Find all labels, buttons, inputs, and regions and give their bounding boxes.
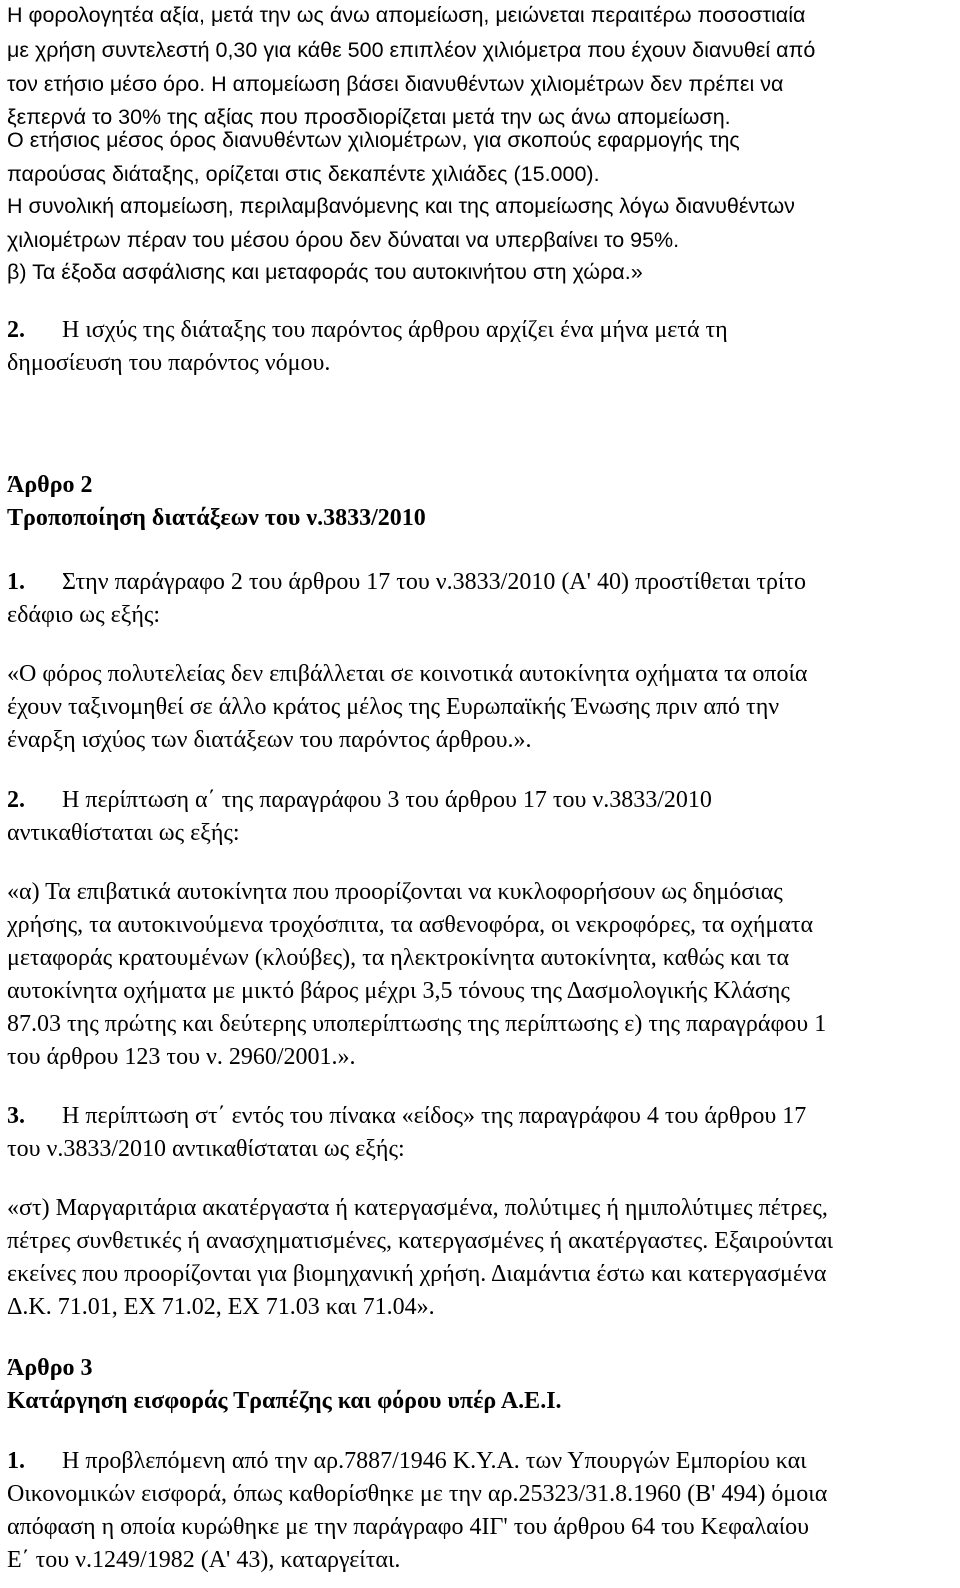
paragraph-number: 2. bbox=[7, 787, 25, 813]
article-subheading: Κατάργηση εισφοράς Τραπέζης και φόρου υπέρ Α.Ε.Ι. bbox=[7, 1388, 562, 1414]
text-line: τον ετήσιο μέσο όρο. Η απομείωση βάσει διανυθέντων χιλιομέτρων δεν πρέπει να bbox=[7, 72, 784, 96]
text-line: Ο ετήσιος μέσος όρος διανυθέντων χιλιομέτρων, για σκοπούς εφαρμογής της bbox=[7, 128, 740, 152]
text-line: β) Τα έξοδα ασφάλισης και μεταφοράς του αυτοκινήτου στη χώρα.» bbox=[7, 260, 643, 284]
quote-line: «α) Τα επιβατικά αυτοκίνητα που προορίζονται να κυκλοφορήσουν ως δημόσιας bbox=[7, 879, 783, 905]
paragraph-line bbox=[7, 1449, 807, 1473]
paragraph-line bbox=[7, 570, 806, 594]
paragraph-line: Ε΄ του ν.1249/1982 (Α' 43), καταργείται. bbox=[7, 1547, 401, 1573]
quote-line: χρήσης, τα αυτοκινούμενα τροχόσπιτα, τα ασθενοφόρα, οι νεκροφόρες, τα οχήματα bbox=[7, 912, 814, 938]
quote-line: 87.03 της πρώτης και δεύτερης υποπερίπτωσης της περίπτωσης ε) της παραγράφου 1 bbox=[7, 1011, 827, 1037]
quote-line: «στ) Μαργαριτάρια ακατέργαστα ή κατεργασμένα, πολύτιμες ή ημιπολύτιμες πέτρες, bbox=[7, 1195, 828, 1221]
quote-line: του άρθρου 123 του ν. 2960/2001.». bbox=[7, 1044, 356, 1070]
text-line: Η συνολική απομείωση, περιλαμβανόμενης και της απομείωσης λόγω διανυθέντων bbox=[7, 194, 795, 218]
paragraph-line: Οικονομικών εισφορά, όπως καθορίσθηκε με την αρ.25323/31.8.1960 (Β' 494) όμοια bbox=[7, 1481, 828, 1507]
article-heading: Άρθρο 3 bbox=[7, 1355, 93, 1381]
paragraph-line: δημοσίευση του παρόντος νόμου. bbox=[7, 350, 331, 376]
quote-line: έναρξη ισχύος των διατάξεων του παρόντος άρθρου.». bbox=[7, 727, 532, 753]
quote-line: μεταφοράς κρατουμένων (κλούβες), τα ηλεκτροκίνητα αυτοκίνητα, καθώς και τα bbox=[7, 945, 790, 971]
paragraph-text: Η ισχύς της διάταξης του παρόντος άρθρου αρχίζει ένα μήνα μετά τη bbox=[62, 317, 728, 343]
text-line: παρούσας διάταξης, ορίζεται στις δεκαπέντε χιλιάδες (15.000). bbox=[7, 162, 600, 186]
paragraph-line: απόφαση η οποία κυρώθηκε με την παράγραφο 4ΙΓ' του άρθρου 64 του Κεφαλαίου bbox=[7, 1514, 810, 1540]
article-subheading: Τροποποίηση διατάξεων του ν.3833/2010 bbox=[7, 505, 426, 531]
article-heading: Άρθρο 2 bbox=[7, 472, 93, 498]
quote-line: εκείνες που προορίζονται για βιομηχανική χρήση. Διαμάντια έστω και κατεργασμένα bbox=[7, 1261, 827, 1287]
text-line: ξεπερνά το 30% της αξίας που προσδιορίζεται μετά την ως άνω απομείωση. bbox=[7, 105, 731, 129]
quote-line: έχουν ταξινομηθεί σε άλλο κράτος μέλος της Ευρωπαϊκής Ένωσης πριν από την bbox=[7, 694, 780, 720]
paragraph-line: εδάφιο ως εξής: bbox=[7, 602, 161, 628]
quote-line: «Ο φόρος πολυτελείας δεν επιβάλλεται σε κοινοτικά αυτοκίνητα οχήματα τα οποία bbox=[7, 661, 808, 687]
paragraph-text: Η προβλεπόμενη από την αρ.7887/1946 Κ.Υ.Α. των Υπουργών Εμπορίου και bbox=[62, 1448, 807, 1474]
text-line: Η φορολογητέα αξία, μετά την ως άνω απομείωση, μειώνεται περαιτέρω ποσοστιαία bbox=[7, 3, 806, 27]
paragraph-number: 2. bbox=[7, 317, 25, 343]
paragraph-number: 3. bbox=[7, 1103, 25, 1129]
quote-line: πέτρες συνθετικές ή ανασχηματισμένες, κατεργασμένες ή ακατέργαστες. Εξαιρούνται bbox=[7, 1228, 834, 1254]
text-line: με χρήση συντελεστή 0,30 για κάθε 500 επιπλέον χιλιόμετρα που έχουν διανυθεί από bbox=[7, 38, 816, 62]
paragraph-text: Η περίπτωση α΄ της παραγράφου 3 του άρθρου 17 του ν.3833/2010 bbox=[62, 787, 712, 813]
quote-line: Δ.Κ. 71.01, ΕΧ 71.02, ΕΧ 71.03 και 71.04». bbox=[7, 1294, 435, 1320]
paragraph-text: Η περίπτωση στ΄ εντός του πίνακα «είδος» της παραγράφου 4 του άρθρου 17 bbox=[62, 1103, 807, 1129]
paragraph-line bbox=[7, 1104, 806, 1128]
text-line: χιλιομέτρων πέραν του μέσου όρου δεν δύναται να υπερβαίνει το 95%. bbox=[7, 228, 680, 252]
paragraph-line bbox=[7, 788, 712, 812]
quote-line: αυτοκίνητα οχήματα με μικτό βάρος μέχρι 3,5 τόνους της Δασμολογικής Κλάσης bbox=[7, 978, 790, 1004]
paragraph-line: αντικαθίσταται ως εξής: bbox=[7, 820, 240, 846]
paragraph-line bbox=[7, 318, 728, 342]
paragraph-number: 1. bbox=[7, 569, 25, 595]
paragraph-number: 1. bbox=[7, 1448, 25, 1474]
paragraph-text: Στην παράγραφο 2 του άρθρου 17 του ν.3833/2010 (Α' 40) προστίθεται τρίτο bbox=[62, 569, 807, 595]
paragraph-line: του ν.3833/2010 αντικαθίσταται ως εξής: bbox=[7, 1136, 405, 1162]
